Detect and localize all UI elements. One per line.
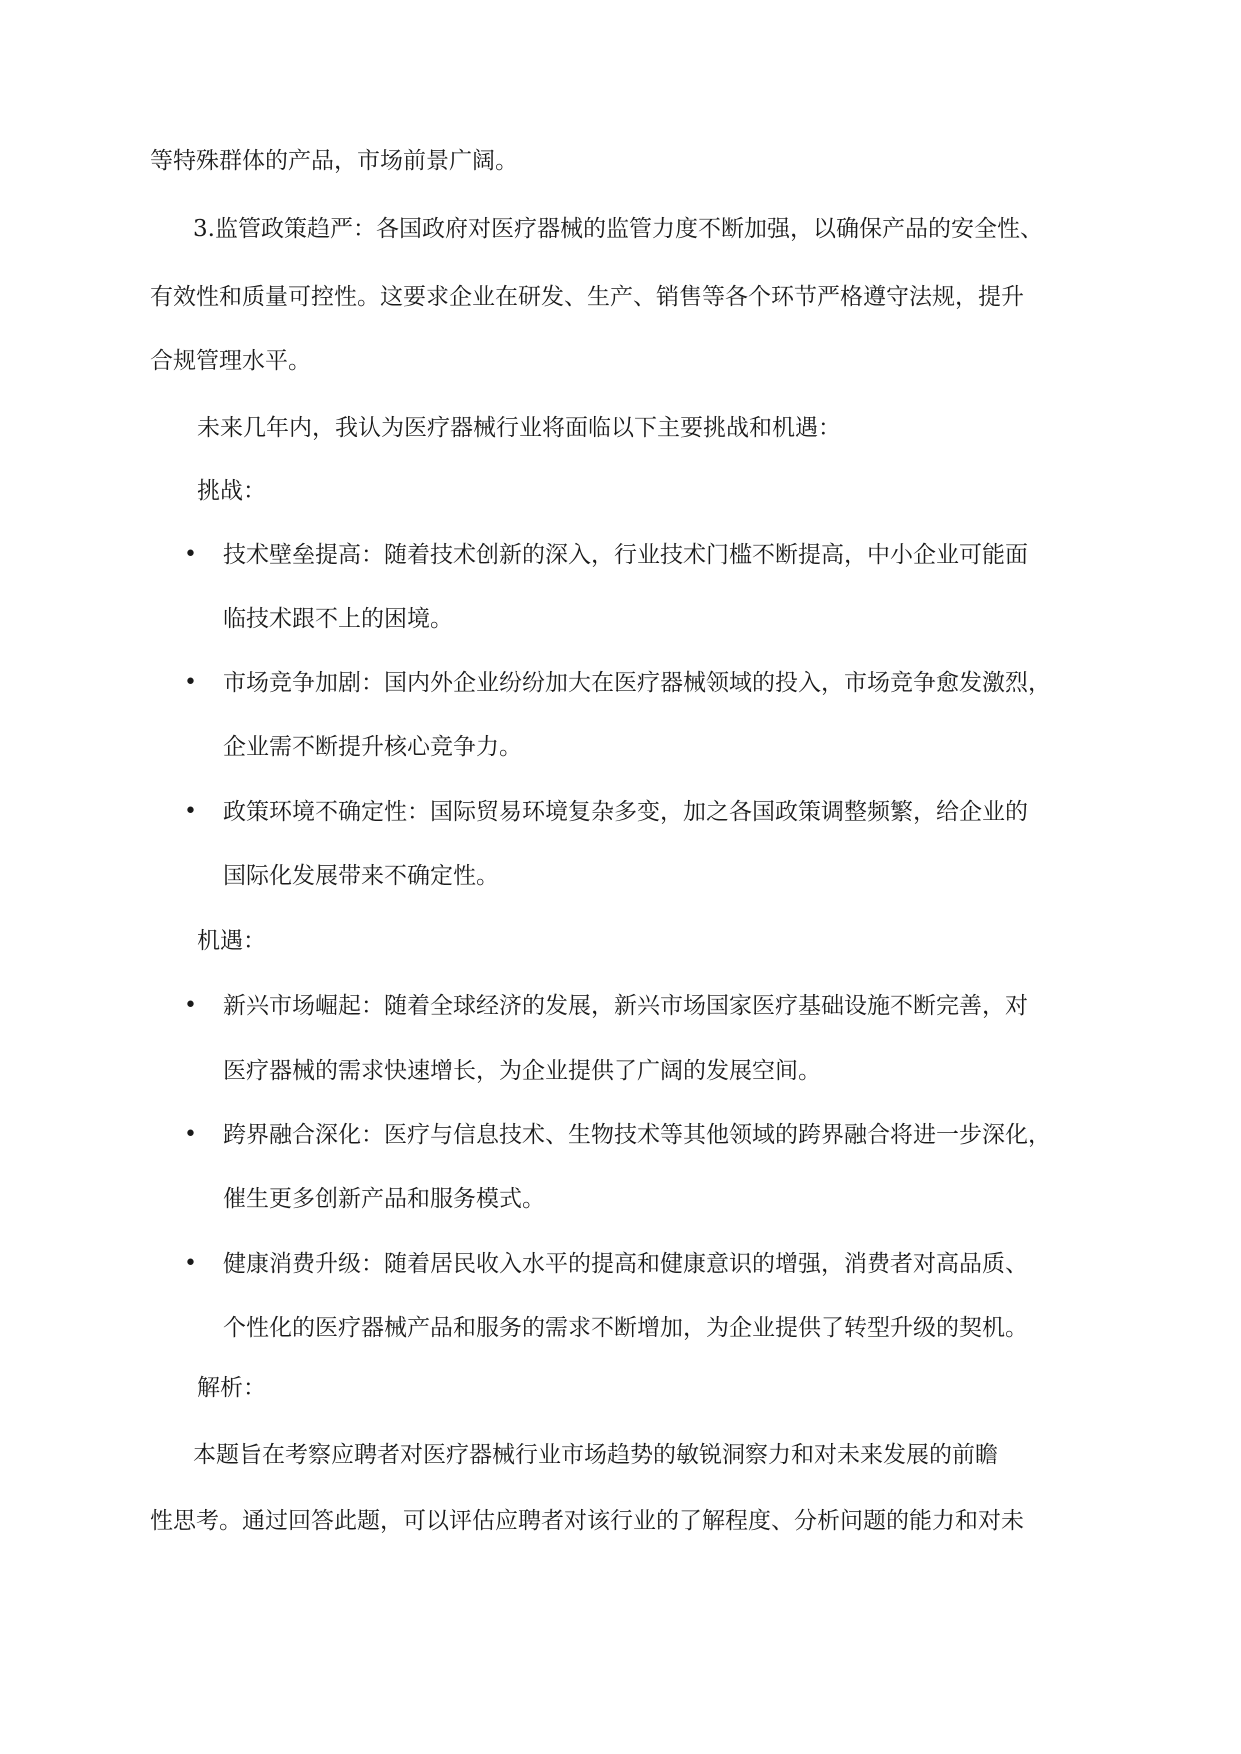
opportunity-2-line-1: 跨界融合深化：医疗与信息技术、生物技术等其他领域的跨界融合将进一步深化， xyxy=(223,1122,1051,1148)
opportunity-3-line-2: 个性化的医疗器械产品和服务的需求不断增加，为企业提供了转型升级的契机。 xyxy=(223,1315,1028,1341)
challenges-heading: 挑战： xyxy=(197,478,266,504)
bullet-icon: • xyxy=(184,1122,197,1147)
analysis-line-1: 本题旨在考察应聘者对医疗器械行业市场趋势的敏锐洞察力和对未来发展的前瞻 xyxy=(193,1442,998,1468)
regulation-line-2: 有效性和质量可控性。这要求企业在研发、生产、销售等各个环节严格遵守法规，提升 xyxy=(150,284,1024,310)
bullet-icon: • xyxy=(184,1251,197,1276)
challenge-3-line-1: 政策环境不确定性：国际贸易环境复杂多变，加之各国政策调整频繁，给企业的 xyxy=(223,799,1028,825)
opportunities-heading: 机遇： xyxy=(197,928,266,954)
opportunity-3-line-1: 健康消费升级：随着居民收入水平的提高和健康意识的增强，消费者对高品质、 xyxy=(223,1251,1028,1277)
challenge-2-line-2: 企业需不断提升核心竞争力。 xyxy=(223,734,522,760)
bullet-icon: • xyxy=(184,993,197,1018)
bullet-icon: • xyxy=(184,670,197,695)
challenge-3-line-2: 国际化发展带来不确定性。 xyxy=(223,863,499,889)
regulation-line-3: 合规管理水平。 xyxy=(150,348,311,374)
opportunity-1-line-2: 医疗器械的需求快速增长，为企业提供了广阔的发展空间。 xyxy=(223,1058,821,1084)
analysis-heading: 解析： xyxy=(197,1375,266,1401)
analysis-line-2: 性思考。通过回答此题，可以评估应聘者对该行业的了解程度、分析问题的能力和对未 xyxy=(150,1508,1024,1534)
challenge-2-line-1: 市场竞争加剧：国内外企业纷纷加大在医疗器械领域的投入，市场竞争愈发激烈， xyxy=(223,670,1051,696)
opportunity-1-line-1: 新兴市场崛起：随着全球经济的发展，新兴市场国家医疗基础设施不断完善，对 xyxy=(223,993,1028,1019)
bullet-icon: • xyxy=(184,542,197,567)
challenge-1-line-2: 临技术跟不上的困境。 xyxy=(223,606,453,632)
bullet-icon: • xyxy=(184,799,197,824)
opportunity-2-line-2: 催生更多创新产品和服务模式。 xyxy=(223,1186,545,1212)
intro-tail-text: 等特殊群体的产品，市场前景广阔。 xyxy=(150,148,518,174)
outlook-text: 未来几年内，我认为医疗器械行业将面临以下主要挑战和机遇： xyxy=(197,415,841,441)
regulation-line-1: 3.监管政策趋严：各国政府对医疗器械的监管力度不断加强，以确保产品的安全性、 xyxy=(193,216,1043,242)
challenge-1-line-1: 技术壁垒提高：随着技术创新的深入，行业技术门槛不断提高，中小企业可能面 xyxy=(223,542,1028,568)
